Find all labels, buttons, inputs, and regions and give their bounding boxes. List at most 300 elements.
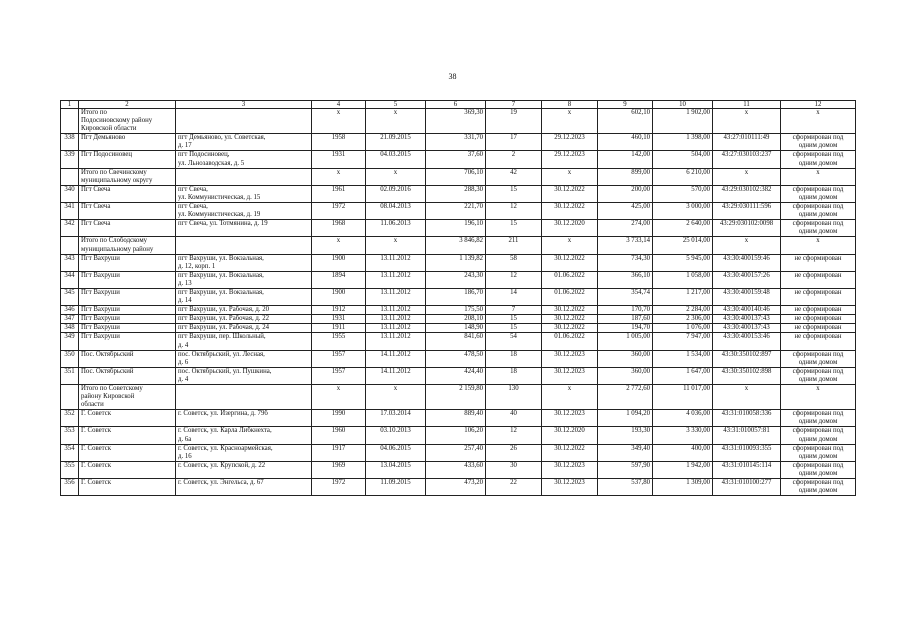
table-row	[61, 151, 856, 168]
cell-cadastral-number: 43:30:400140:46	[713, 306, 781, 315]
cell-residents-count: 30	[486, 461, 542, 478]
cell-year-built: х	[312, 168, 366, 185]
cell-cadastral-number: 43:31:010100:277	[713, 479, 781, 496]
cell-area: 186,70	[426, 288, 486, 305]
cell-settlement: Пгт Свеча	[79, 185, 176, 202]
cell-cost: 2 640,00	[653, 220, 713, 237]
subtotal-row	[61, 109, 856, 134]
cell-cadastral-number: 43:31:010145:114	[713, 461, 781, 478]
column-number: 9	[598, 101, 653, 109]
cell-area: 243,30	[426, 271, 486, 288]
cell-row-number: 351	[61, 367, 79, 384]
cell-cost: 5 945,00	[653, 254, 713, 271]
cell-cadastral-number: 43:30:400137:43	[713, 315, 781, 324]
cell-address: пгт Вахруши, ул. Рабочая, д. 22	[176, 315, 312, 324]
cell-settlement: Итого по Слободскому муниципальному району	[79, 237, 176, 254]
cell-settlement: Г. Советск	[79, 461, 176, 478]
cell-area: 208,10	[426, 315, 486, 324]
column-number: 8	[542, 101, 598, 109]
cell-cost: 11 017,00	[653, 385, 713, 410]
cell-row-number	[61, 237, 79, 254]
cell-address: г. Советск, ул. Изергина, д. 79б	[176, 410, 312, 427]
cell-land-status: сформирован под одним домом	[781, 427, 856, 444]
cell-residents-count: 42	[486, 168, 542, 185]
column-number: 7	[486, 101, 542, 109]
cell-area: 2 159,80	[426, 385, 486, 410]
cell-address: пгт Вахруши, ул. Рабочая, д. 24	[176, 324, 312, 333]
cell-cadastral-number: 43:30:400137:43	[713, 324, 781, 333]
cell-resettled-area: 193,30	[598, 427, 653, 444]
cell-recognition-date: 13.11.2012	[366, 315, 426, 324]
cell-address: пос. Октябрьский, ул. Лесная, д. 6	[176, 350, 312, 367]
cell-resettled-area: 1 005,00	[598, 333, 653, 350]
cell-settlement: Пос. Октябрьский	[79, 367, 176, 384]
cell-land-status: х	[781, 109, 856, 134]
cell-cost: 570,00	[653, 185, 713, 202]
cell-cadastral-number: х	[713, 237, 781, 254]
cell-year-built: 1961	[312, 185, 366, 202]
cell-resettlement-date: 30.12.2023	[542, 410, 598, 427]
cell-resettled-area: 360,00	[598, 350, 653, 367]
cell-recognition-date: 04.03.2015	[366, 151, 426, 168]
cell-land-status: х	[781, 168, 856, 185]
cell-resettlement-date: х	[542, 109, 598, 134]
cell-land-status: не сформирован	[781, 271, 856, 288]
cell-settlement: Пгт Вахруши	[79, 315, 176, 324]
cell-recognition-date: х	[366, 385, 426, 410]
cell-year-built: 1917	[312, 444, 366, 461]
cell-cadastral-number: х	[713, 109, 781, 134]
cell-resettlement-date: 01.06.2022	[542, 333, 598, 350]
cell-settlement: Г. Советск	[79, 479, 176, 496]
cell-resettlement-date: 30.12.2022	[542, 185, 598, 202]
cell-cost: 1 534,00	[653, 350, 713, 367]
cell-year-built: х	[312, 237, 366, 254]
cell-recognition-date: х	[366, 237, 426, 254]
cell-resettlement-date: х	[542, 385, 598, 410]
cell-cost: 400,00	[653, 444, 713, 461]
cell-cadastral-number: 43:30:350102:898	[713, 367, 781, 384]
cell-address: пгт Вахруши, ул. Рабочая, д. 20	[176, 306, 312, 315]
cell-address: пгт Свеча, ул. Коммунистическая, д. 19	[176, 203, 312, 220]
cell-cadastral-number: 43:29:030102:382	[713, 185, 781, 202]
cell-resettled-area: 2 772,60	[598, 385, 653, 410]
cell-recognition-date: х	[366, 168, 426, 185]
cell-year-built: 1900	[312, 288, 366, 305]
cell-cadastral-number: 43:31:010057:81	[713, 427, 781, 444]
cell-residents-count: 7	[486, 306, 542, 315]
cell-land-status: сформирован под одним домом	[781, 134, 856, 151]
cell-resettlement-date: 01.06.2022	[542, 288, 598, 305]
cell-year-built: 1957	[312, 350, 366, 367]
cell-cost: 1 058,00	[653, 271, 713, 288]
cell-residents-count: 26	[486, 444, 542, 461]
cell-residents-count: 211	[486, 237, 542, 254]
cell-year-built: 1968	[312, 220, 366, 237]
cell-resettlement-date: 29.12.2023	[542, 151, 598, 168]
cell-resettlement-date: 30.12.2023	[542, 367, 598, 384]
cell-resettlement-date: х	[542, 168, 598, 185]
cell-land-status: не сформирован	[781, 254, 856, 271]
cell-area: 221,70	[426, 203, 486, 220]
cell-year-built: х	[312, 385, 366, 410]
cell-recognition-date: 13.11.2012	[366, 288, 426, 305]
table-row	[61, 185, 856, 202]
cell-residents-count: 22	[486, 479, 542, 496]
cell-resettlement-date: 30.12.2022	[542, 315, 598, 324]
cell-resettled-area: 360,00	[598, 367, 653, 384]
cell-resettled-area: 170,70	[598, 306, 653, 315]
cell-residents-count: 2	[486, 151, 542, 168]
table-row	[61, 254, 856, 271]
cell-row-number	[61, 168, 79, 185]
cell-cost: 3 000,00	[653, 203, 713, 220]
cell-year-built: 1912	[312, 306, 366, 315]
cell-land-status: х	[781, 385, 856, 410]
cell-cadastral-number: 43:29:030102:0098	[713, 220, 781, 237]
cell-cost: 1 076,00	[653, 324, 713, 333]
cell-resettled-area: 349,40	[598, 444, 653, 461]
cell-year-built: 1900	[312, 254, 366, 271]
cell-resettled-area: 200,00	[598, 185, 653, 202]
cell-resettled-area: 425,00	[598, 203, 653, 220]
cell-resettlement-date: 01.06.2022	[542, 271, 598, 288]
cell-cadastral-number: 43:29:030111:596	[713, 203, 781, 220]
cell-cost: 6 210,00	[653, 168, 713, 185]
cell-cadastral-number: 43:31:010058:336	[713, 410, 781, 427]
cell-area: 841,60	[426, 333, 486, 350]
cell-settlement: Г. Советск	[79, 410, 176, 427]
cell-row-number: 338	[61, 134, 79, 151]
cell-residents-count: 15	[486, 185, 542, 202]
cell-land-status: сформирован под одним домом	[781, 350, 856, 367]
table-row	[61, 203, 856, 220]
cell-residents-count: 130	[486, 385, 542, 410]
cell-area: 889,40	[426, 410, 486, 427]
cell-resettlement-date: 30.12.2023	[542, 479, 598, 496]
cell-recognition-date: 08.04.2013	[366, 203, 426, 220]
cell-resettled-area: 537,80	[598, 479, 653, 496]
cell-year-built: 1911	[312, 324, 366, 333]
cell-settlement: Г. Советск	[79, 444, 176, 461]
column-number: 6	[426, 101, 486, 109]
cell-land-status: не сформирован	[781, 315, 856, 324]
cell-year-built: 1972	[312, 479, 366, 496]
cell-resettlement-date: 30.12.2022	[542, 254, 598, 271]
cell-residents-count: 58	[486, 254, 542, 271]
cell-resettlement-date: 30.12.2022	[542, 324, 598, 333]
cell-recognition-date: 04.06.2015	[366, 444, 426, 461]
cell-residents-count: 18	[486, 350, 542, 367]
cell-cadastral-number: 43:31:010093:355	[713, 444, 781, 461]
cell-settlement: Пгт Свеча	[79, 220, 176, 237]
cell-recognition-date: 13.11.2012	[366, 254, 426, 271]
cell-row-number: 345	[61, 288, 79, 305]
cell-residents-count: 14	[486, 288, 542, 305]
table-row	[61, 479, 856, 496]
cell-recognition-date: 14.11.2012	[366, 367, 426, 384]
cell-area: 369,30	[426, 109, 486, 134]
table-row	[61, 444, 856, 461]
table-row	[61, 271, 856, 288]
cell-address: пгт Вахруши, ул. Вокзальная, д. 12, корп. 1	[176, 254, 312, 271]
cell-area: 257,40	[426, 444, 486, 461]
cell-row-number: 346	[61, 306, 79, 315]
cell-row-number: 348	[61, 324, 79, 333]
cell-land-status: сформирован под одним домом	[781, 479, 856, 496]
cell-year-built: 1955	[312, 333, 366, 350]
cell-cost: 4 036,00	[653, 410, 713, 427]
cell-settlement: Итого по Советскому району Кировской области	[79, 385, 176, 410]
table-row	[61, 134, 856, 151]
cell-row-number: 340	[61, 185, 79, 202]
cell-cadastral-number: 43:30:400159:48	[713, 288, 781, 305]
cell-year-built: 1931	[312, 315, 366, 324]
cell-settlement: Пгт Вахруши	[79, 324, 176, 333]
cell-area: 331,70	[426, 134, 486, 151]
cell-resettlement-date: 30.12.2020	[542, 427, 598, 444]
cell-residents-count: 17	[486, 134, 542, 151]
cell-residents-count: 19	[486, 109, 542, 134]
cell-settlement: Итого по Подосиновскому району Кировской области	[79, 109, 176, 134]
cell-recognition-date: 13.11.2012	[366, 333, 426, 350]
cell-area: 706,10	[426, 168, 486, 185]
cell-row-number: 341	[61, 203, 79, 220]
cell-cadastral-number: 43:27:030103:237	[713, 151, 781, 168]
cell-land-status: сформирован под одним домом	[781, 220, 856, 237]
cell-row-number: 339	[61, 151, 79, 168]
cell-recognition-date: 13.11.2012	[366, 324, 426, 333]
table-row	[61, 427, 856, 444]
cell-area: 3 846,82	[426, 237, 486, 254]
table-row	[61, 324, 856, 333]
cell-land-status: не сформирован	[781, 288, 856, 305]
page-number: 38	[448, 72, 457, 81]
cell-residents-count: 12	[486, 203, 542, 220]
cell-settlement: Пгт Вахруши	[79, 288, 176, 305]
cell-residents-count: 15	[486, 324, 542, 333]
cell-recognition-date: 21.09.2015	[366, 134, 426, 151]
cell-resettled-area: 460,10	[598, 134, 653, 151]
cell-area: 424,40	[426, 367, 486, 384]
cell-resettled-area: 366,10	[598, 271, 653, 288]
cell-year-built: 1894	[312, 271, 366, 288]
column-number: 3	[176, 101, 312, 109]
cell-area: 196,10	[426, 220, 486, 237]
cell-resettlement-date: 30.12.2022	[542, 203, 598, 220]
cell-resettled-area: 194,70	[598, 324, 653, 333]
cell-cadastral-number: 43:30:350102:897	[713, 350, 781, 367]
cell-address: пгт Вахруши, ул. Вокзальная, д. 13	[176, 271, 312, 288]
cell-resettled-area: 597,90	[598, 461, 653, 478]
cell-recognition-date: 17.03.2014	[366, 410, 426, 427]
column-number: 12	[781, 101, 856, 109]
cell-address: пгт Свеча, ул. Тотмянина, д. 19	[176, 220, 312, 237]
cell-settlement: Пгт Свеча	[79, 203, 176, 220]
cell-resettled-area: 734,30	[598, 254, 653, 271]
cell-recognition-date: 13.11.2012	[366, 271, 426, 288]
cell-settlement: Пгт Вахруши	[79, 306, 176, 315]
cell-cadastral-number: 43:27:010111:49	[713, 134, 781, 151]
cell-row-number: 354	[61, 444, 79, 461]
cell-address: г. Советск, ул. Крупской, д. 22	[176, 461, 312, 478]
cell-cost: 2 284,00	[653, 306, 713, 315]
subtotal-row	[61, 237, 856, 254]
cell-recognition-date: 14.11.2012	[366, 350, 426, 367]
cell-row-number: 349	[61, 333, 79, 350]
cell-row-number: 343	[61, 254, 79, 271]
cell-cost: 1 398,00	[653, 134, 713, 151]
cell-resettled-area: 899,00	[598, 168, 653, 185]
table-row	[61, 350, 856, 367]
cell-recognition-date: 13.04.2015	[366, 461, 426, 478]
cell-land-status: сформирован под одним домом	[781, 410, 856, 427]
cell-resettlement-date: 29.12.2023	[542, 134, 598, 151]
column-number: 1	[61, 101, 79, 109]
cell-residents-count: 54	[486, 333, 542, 350]
cell-row-number: 352	[61, 410, 79, 427]
cell-recognition-date: 11.06.2013	[366, 220, 426, 237]
table-row	[61, 410, 856, 427]
cell-row-number: 350	[61, 350, 79, 367]
cell-area: 148,90	[426, 324, 486, 333]
cell-cost: 25 014,00	[653, 237, 713, 254]
subtotal-row	[61, 385, 856, 410]
cell-residents-count: 12	[486, 271, 542, 288]
cell-area: 1 139,82	[426, 254, 486, 271]
cell-settlement: Пгт Демьяново	[79, 134, 176, 151]
cell-residents-count: 15	[486, 315, 542, 324]
cell-cadastral-number: х	[713, 385, 781, 410]
cell-year-built: 1960	[312, 427, 366, 444]
cell-resettled-area: 3 733,14	[598, 237, 653, 254]
cell-area: 175,50	[426, 306, 486, 315]
cell-land-status: не сформирован	[781, 306, 856, 315]
cell-land-status: х	[781, 237, 856, 254]
subtotal-row	[61, 168, 856, 185]
cell-land-status: сформирован под одним домом	[781, 151, 856, 168]
cell-year-built: 1931	[312, 151, 366, 168]
cell-row-number: 347	[61, 315, 79, 324]
cell-address: пгт Свеча, ул. Коммунистическая, д. 15	[176, 185, 312, 202]
table-body	[61, 101, 856, 496]
cell-settlement: Пгт Вахруши	[79, 254, 176, 271]
cell-cost: 1 902,00	[653, 109, 713, 134]
cell-cost: 7 947,00	[653, 333, 713, 350]
cell-residents-count: 12	[486, 427, 542, 444]
housing-register-table	[60, 100, 856, 496]
column-number: 2	[79, 101, 176, 109]
cell-recognition-date: 03.10.2013	[366, 427, 426, 444]
cell-cadastral-number: 43:30:400159:46	[713, 254, 781, 271]
cell-area: 478,50	[426, 350, 486, 367]
cell-resettled-area: 142,00	[598, 151, 653, 168]
cell-address: пгт Подосиновец, ул. Льнозаводская, д. 5	[176, 151, 312, 168]
cell-cost: 1 647,00	[653, 367, 713, 384]
cell-year-built: 1990	[312, 410, 366, 427]
cell-year-built: 1969	[312, 461, 366, 478]
table-row	[61, 288, 856, 305]
table-row	[61, 461, 856, 478]
cell-area: 106,20	[426, 427, 486, 444]
cell-resettlement-date: 30.12.2023	[542, 461, 598, 478]
column-number: 4	[312, 101, 366, 109]
cell-recognition-date: 02.09.2016	[366, 185, 426, 202]
cell-land-status: не сформирован	[781, 333, 856, 350]
cell-resettlement-date: 30.12.2020	[542, 220, 598, 237]
cell-land-status: сформирован под одним домом	[781, 203, 856, 220]
column-number-row	[61, 101, 856, 109]
cell-resettlement-date: 30.12.2023	[542, 350, 598, 367]
cell-row-number	[61, 385, 79, 410]
cell-area: 37,60	[426, 151, 486, 168]
cell-address: г. Советск, ул. Карла Либкнехта, д. 6а	[176, 427, 312, 444]
table-row	[61, 306, 856, 315]
cell-area: 288,30	[426, 185, 486, 202]
cell-recognition-date: х	[366, 109, 426, 134]
cell-address	[176, 385, 312, 410]
cell-row-number: 344	[61, 271, 79, 288]
cell-row-number: 353	[61, 427, 79, 444]
cell-address	[176, 168, 312, 185]
cell-address: пгт Вахруши, пер. Школьный, д. 4	[176, 333, 312, 350]
cell-settlement: Пгт Подосиновец	[79, 151, 176, 168]
cell-area: 473,20	[426, 479, 486, 496]
cell-address: пос. Октябрьский, ул. Пушкина, д. 4	[176, 367, 312, 384]
cell-settlement: Пгт Вахруши	[79, 271, 176, 288]
cell-settlement: Итого по Свечинскому муниципальному округу	[79, 168, 176, 185]
cell-year-built: х	[312, 109, 366, 134]
cell-land-status: сформирован под одним домом	[781, 367, 856, 384]
cell-year-built: 1957	[312, 367, 366, 384]
cell-cost: 1 942,00	[653, 461, 713, 478]
cell-resettled-area: 274,00	[598, 220, 653, 237]
cell-year-built: 1972	[312, 203, 366, 220]
cell-cost: 2 306,00	[653, 315, 713, 324]
cell-cadastral-number: 43:30:400157:26	[713, 271, 781, 288]
table-row	[61, 315, 856, 324]
cell-address: г. Советск, ул. Красноармейская, д. 16	[176, 444, 312, 461]
cell-address	[176, 109, 312, 134]
cell-settlement: Г. Советск	[79, 427, 176, 444]
cell-row-number: 342	[61, 220, 79, 237]
cell-resettled-area: 354,74	[598, 288, 653, 305]
cell-cost: 1 309,00	[653, 479, 713, 496]
cell-recognition-date: 11.09.2015	[366, 479, 426, 496]
cell-address: г. Советск, ул. Энгельса, д. 67	[176, 479, 312, 496]
cell-residents-count: 40	[486, 410, 542, 427]
cell-row-number	[61, 109, 79, 134]
cell-resettlement-date: х	[542, 237, 598, 254]
cell-land-status: сформирован под одним домом	[781, 185, 856, 202]
table-row	[61, 333, 856, 350]
cell-resettled-area: 1 094,20	[598, 410, 653, 427]
cell-cost: 1 217,00	[653, 288, 713, 305]
cell-year-built: 1958	[312, 134, 366, 151]
cell-resettled-area: 187,60	[598, 315, 653, 324]
cell-land-status: сформирован под одним домом	[781, 444, 856, 461]
cell-settlement: Пос. Октябрьский	[79, 350, 176, 367]
cell-cost: 3 330,00	[653, 427, 713, 444]
cell-recognition-date: 13.11.2012	[366, 306, 426, 315]
cell-residents-count: 18	[486, 367, 542, 384]
cell-land-status: сформирован под одним домом	[781, 461, 856, 478]
column-number: 5	[366, 101, 426, 109]
cell-cadastral-number: х	[713, 168, 781, 185]
cell-address	[176, 237, 312, 254]
cell-address: пгт Вахруши, ул. Вокзальная, д. 14	[176, 288, 312, 305]
cell-area: 433,60	[426, 461, 486, 478]
